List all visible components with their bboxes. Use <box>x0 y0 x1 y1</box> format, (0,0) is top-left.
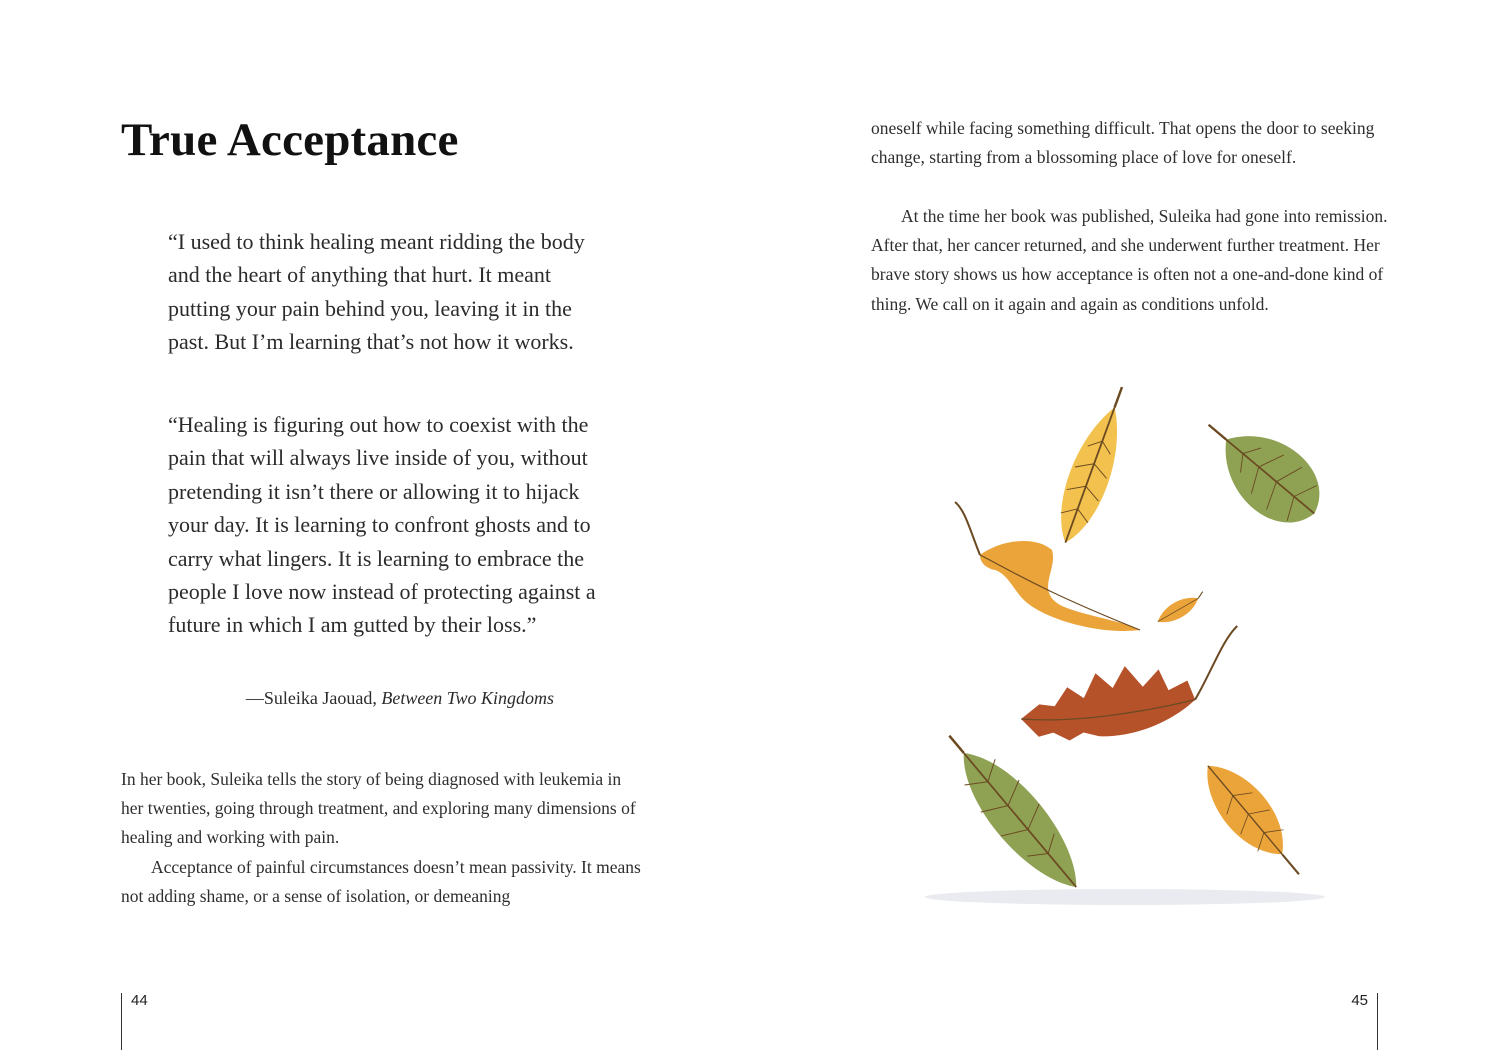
leaf-orange-right <box>1190 751 1316 889</box>
quote-paragraph-1: “I used to think healing meant ridding the body and the heart of anything that hurt. It meant putting your pain behind you, leaving it in the past. But I’m learning that’s not how it works. <box>168 229 585 355</box>
attribution-book-title: Between Two Kingdoms <box>381 688 554 708</box>
falling-leaves-illustration <box>890 380 1360 920</box>
quote-paragraph-2: “Healing is figuring out how to coexist with the pain that will always live inside of you, without pretending it isn’t there or allowing it to hijack your day. It is learning to confront ghosts and to carry what lingers. It is learning to embrace the people I love now instead of protecting against a future in which I am gutted by their loss.” <box>168 412 596 638</box>
folio-rule <box>121 993 122 1050</box>
body-paragraph-continued: oneself while facing something difficult. That opens the door to seeking change, starting from a blossoming place of love for oneself. <box>871 118 1375 168</box>
page-title: True Acceptance <box>121 114 459 166</box>
body-paragraph-2: Acceptance of painful circumstances doesn’t mean passivity. It means not adding shame, or a sense of isolation, or demeaning <box>121 857 641 907</box>
page-number: 44 <box>131 992 148 1009</box>
ground-shadow <box>925 889 1325 905</box>
leaf-orange-curled <box>955 502 1140 631</box>
right-page <box>750 0 1500 1050</box>
page-number: 45 <box>1351 992 1368 1009</box>
leaf-small-yellow <box>1154 588 1209 629</box>
leaf-yellow-top <box>1047 380 1141 549</box>
body-paragraph-remission: At the time her book was published, Suleika had gone into remission. After that, her cancer returned, and she underwent further treatment. Her brave story shows us how acceptance is often not a one-and-done kind of thing. We call on it again and again as conditions unfold. <box>871 206 1388 314</box>
attribution-author: —Suleika Jaouad, <box>245 688 382 708</box>
quote-attribution <box>168 685 554 711</box>
folio-rule <box>1377 993 1378 1050</box>
body-paragraph-1: In her book, Suleika tells the story of being diagnosed with leukemia in her twenties, going through treatment, and exploring many dimensions of healing and working with pain. <box>121 769 636 848</box>
leaf-green-bottom <box>930 719 1096 903</box>
leaf-rust-oak <box>1012 626 1250 748</box>
leaf-green-top-right <box>1186 398 1337 541</box>
